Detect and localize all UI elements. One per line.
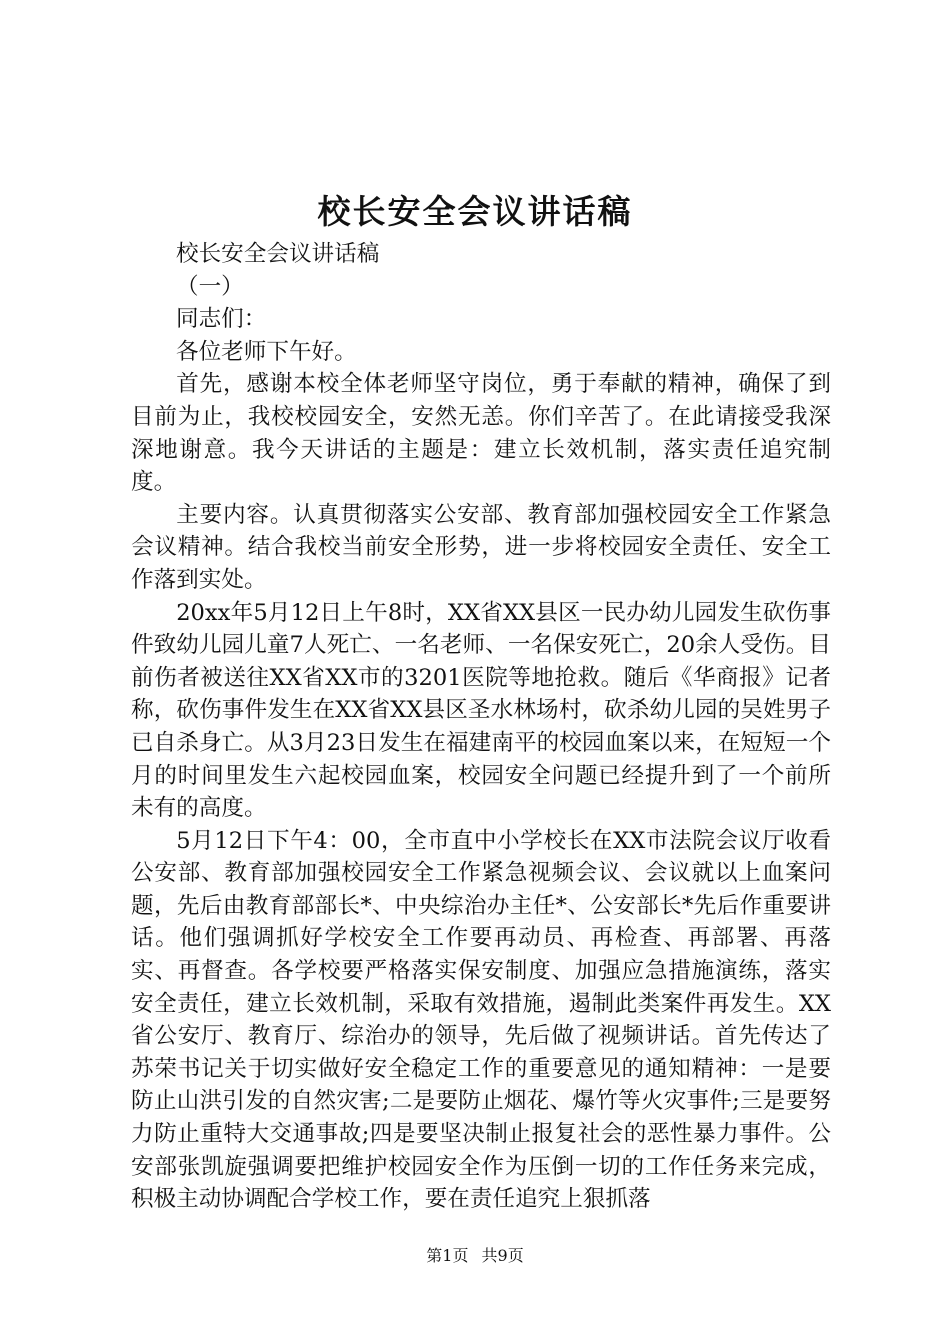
- page-number: 第1页: [426, 1246, 469, 1265]
- page-footer: [0, 1243, 950, 1266]
- greeting: 各位老师下午好。: [176, 338, 357, 365]
- body-paragraph: 5月12日下午4：00，全市直中小学校长在XX市法院会议厅收看公安部、教育部加强校园安全工作紧急视频会议、会议就以上血案问题，先后由教育部部长*、中央综治办主任*、公安部长*先后作重要讲话。他们强调抓好学校安全工作要再动员、再检查、再部署、再落实、再督查。各学校要严格落实保安制度、加强应急措施演练，落实安全责任，建立长效机制，采取有效措施，遏制此类案件再发生。XX省公安厅、教育厅、综治办的领导，先后做了视频讲话。首先传达了苏荣书记关于切实做好安全稳定工作的重要意见的通知精神：一是要防止山洪引发的自然灾害;二是要防止烟花、爆竹等火灾事件;三是要努力防止重特大交通事故;四是要坚决制止报复社会的恶性暴力事件。公安部张凯旋强调要把维护校园安全作为压倒一切的工作任务来完成，积极主动协调配合学校工作，要在责任追究上狠抓落: [131, 827, 831, 1213]
- page-total: 共9页: [481, 1246, 524, 1265]
- section-number: （一）: [176, 273, 244, 300]
- salutation: 同志们：: [176, 306, 267, 333]
- body-paragraph: 20xx年5月12日上午8时，XX省XX县区一民办幼儿园发生砍伤事件致幼儿园儿童7人死亡、一名老师、一名保安死亡，20余人受伤。目前伤者被送往XX省XX市的3201医院等地抢救。随后《华商报》记者称，砍伤事件发生在XX省XX县区圣水林场村，砍杀幼儿园的吴姓男子已自杀身亡。从3月23日发生在福建南平的校园血案以来，在短短一个月的时间里发生六起校园血案，校园安全问题已经提升到了一个前所未有的高度。: [131, 599, 831, 822]
- body-paragraph: 首先，感谢本校全体老师坚守岗位，勇于奉献的精神，确保了到目前为止，我校校园安全，安然无恙。你们辛苦了。在此请接受我深深地谢意。我今天讲话的主题是：建立长效机制，落实责任追究制度。: [131, 371, 831, 496]
- body-paragraph: 主要内容。认真贯彻落实公安部、教育部加强校园安全工作紧急会议精神。结合我校当前安全形势，进一步将校园安全责任、安全工作落到实处。: [131, 501, 831, 593]
- document-body: [131, 238, 831, 1216]
- document-subtitle: 校长安全会议讲话稿: [176, 241, 380, 267]
- document-title: 校长安全会议讲话稿: [317, 192, 633, 231]
